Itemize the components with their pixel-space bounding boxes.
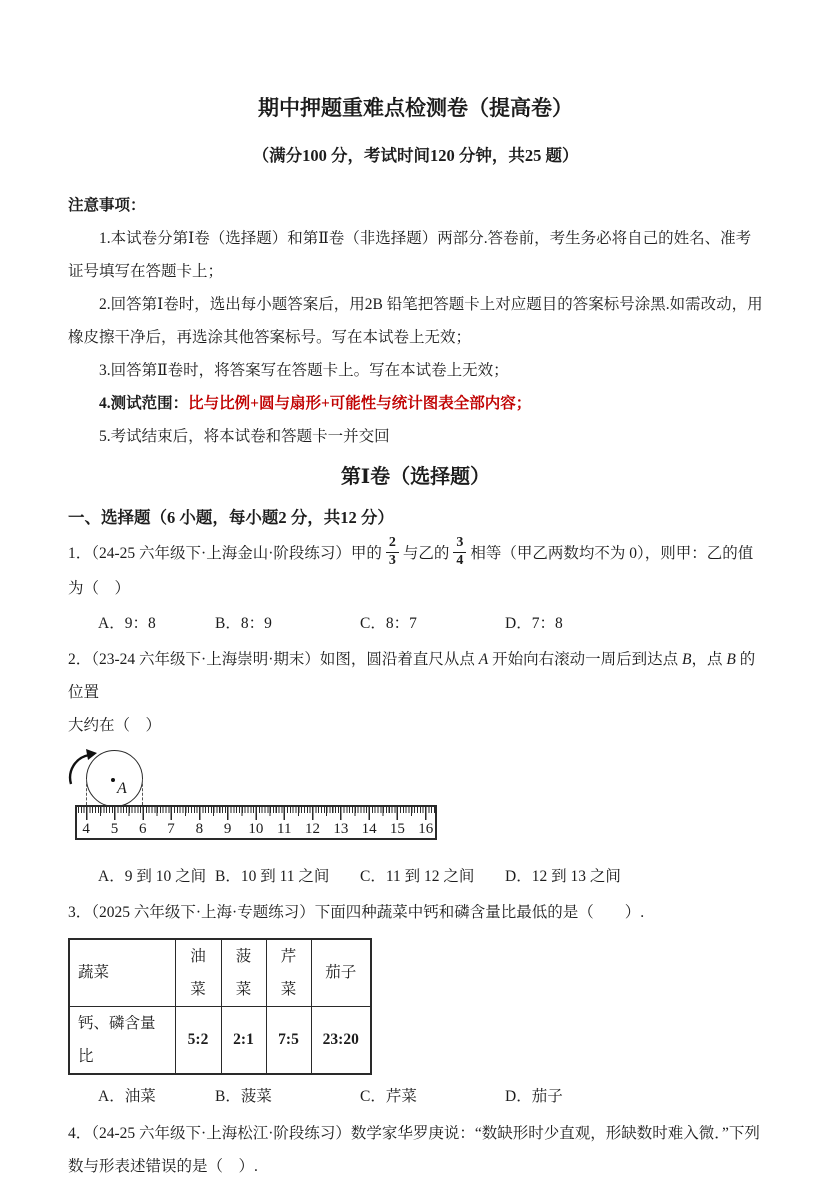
- dashed-guide-right: [142, 779, 143, 805]
- question-1-stem: [68, 537, 763, 605]
- question-2-stem: [68, 643, 763, 709]
- page-subtitle: （满分100 分，考试时间120 分钟，共25 题）: [252, 146, 579, 165]
- point-a-ref: A: [478, 650, 489, 668]
- section-1-title: 第Ⅰ卷（选择题）: [340, 466, 491, 488]
- circle-center-dot: [111, 778, 115, 782]
- question-1: [68, 537, 763, 640]
- ruler-number: 11: [277, 820, 292, 837]
- notices-section: [68, 189, 763, 453]
- notice-item-1: 1.本试卷分第Ⅰ卷（选择题）和第Ⅱ卷（非选择题）两部分.答卷前，考生务必将自己的姓名、准考证号填写在答题卡上；: [68, 230, 752, 280]
- ruler-number: 7: [167, 820, 175, 837]
- q1-text-mid: 与乙的: [402, 545, 450, 562]
- option-c: C．8：7: [360, 614, 417, 632]
- q1-text-suffix: 相等（甲乙两数均不为 0），则甲：乙的值为（ ）: [68, 545, 754, 597]
- fraction-denominator: 4: [456, 552, 464, 568]
- option-b: B．10 到 11 之间: [215, 867, 330, 885]
- ruler-numbers: [72, 819, 440, 839]
- question-3: [68, 896, 763, 1113]
- table-cell: 菠菜: [221, 939, 266, 1007]
- option-b: B．菠菜: [215, 1087, 272, 1105]
- fraction-three-quarters: [453, 535, 466, 570]
- circle-ruler-diagram: [68, 747, 763, 851]
- question-4-stem: 4．（24-25 六年级下·上海松江·阶段练习）数学家华罗庚说：“数缺形时少直观，形缺数时难入微．”下列数与形表述错误的是（ ）.: [68, 1124, 760, 1175]
- option-d: D．12 到 13 之间: [505, 867, 621, 885]
- fraction-denominator: 3: [388, 552, 396, 568]
- option-b: B．8：9: [215, 614, 272, 632]
- q2-text-1: 2．（23-24 六年级下·上海崇明·期末）如图，圆沿着直尺从点: [68, 650, 479, 668]
- ruler-number: 9: [223, 820, 232, 837]
- q2-text-3: ，点: [691, 650, 727, 668]
- q1-text-prefix: 1．（24-25 六年级下·上海金山·阶段练习）甲的: [68, 545, 382, 562]
- ruler-number: 16: [418, 820, 434, 837]
- vegetable-ratio-table: [68, 938, 372, 1075]
- table-cell: 蔬菜: [69, 939, 175, 1007]
- ruler-number: 15: [389, 820, 405, 837]
- table-value-row: [69, 1006, 371, 1074]
- page-title: 期中押题重难点检测卷（提高卷）: [258, 96, 573, 120]
- ruler-number: 6: [138, 820, 147, 837]
- table-cell: 芹菜: [266, 939, 311, 1007]
- ruler: [75, 805, 437, 840]
- notice-item-3: 3.回答第Ⅱ卷时，将答案写在答题卡上。写在本试卷上无效；: [99, 362, 509, 379]
- question-2: [68, 643, 763, 893]
- ruler-number: 13: [333, 820, 349, 837]
- option-c: C．芹菜: [360, 1087, 417, 1105]
- dashed-guide-left: [86, 779, 87, 805]
- point-b-ref: B: [726, 650, 736, 668]
- part-1-heading: 一、选择题（6 小题，每小题2 分，共12 分）: [68, 508, 394, 527]
- ruler-number: 5: [110, 820, 119, 837]
- notice-item-2: 2.回答第Ⅰ卷时，选出每小题答案后，用2B 铅笔把答题卡上对应题目的答案标号涂黑.如需改动，用橡皮擦干净后，再选涂其他答案标号。写在本试卷上无效；: [68, 296, 763, 346]
- question-3-options: [68, 1080, 763, 1113]
- table-cell: 钙、磷含量比: [69, 1006, 175, 1074]
- fraction-numerator: 3: [453, 535, 466, 553]
- ruler-number: 8: [195, 820, 204, 837]
- q2-text-4: 的位置: [68, 650, 756, 701]
- test-scope-text: 比与比例+圆与扇形+可能性与统计图表全部内容；: [188, 395, 532, 412]
- notice-item-5: 5.考试结束后，将本试卷和答题卡一并交回: [99, 428, 390, 445]
- question-3-stem: 3．（2025 六年级下·上海·专题练习）下面四种蔬菜中钙和磷含量比最低的是（ ）.: [68, 903, 645, 921]
- option-d: D．茄子: [505, 1087, 563, 1105]
- table-cell: 茄子: [311, 939, 371, 1007]
- fraction-numerator: 2: [386, 535, 399, 553]
- fraction-two-thirds: [386, 535, 399, 570]
- notice-item-4: [68, 387, 763, 420]
- ruler-number: 14: [361, 820, 377, 837]
- table-cell: 油菜: [175, 939, 221, 1007]
- ruler-number: 12: [305, 820, 321, 837]
- question-4: [68, 1117, 763, 1183]
- question-2-stem-line2: 大约在（ ）: [68, 716, 162, 734]
- option-d: D．7：8: [505, 614, 563, 632]
- table-cell: 7:5: [266, 1006, 311, 1074]
- option-a: A．油菜: [98, 1087, 156, 1105]
- test-scope-label: 4.测试范围：: [99, 395, 189, 412]
- point-b-ref: B: [681, 650, 692, 668]
- circle-center-label: A: [117, 779, 127, 797]
- question-1-options: [68, 607, 763, 640]
- option-a: A．9 到 10 之间: [98, 867, 207, 885]
- notices-heading: 注意事项：: [68, 197, 146, 214]
- rolling-circle: [86, 750, 143, 807]
- question-2-options: [68, 860, 763, 893]
- table-header-row: [69, 939, 371, 1007]
- q2-text-2: 开始向右滚动一周后到达点: [488, 650, 682, 668]
- table-cell: 5:2: [175, 1006, 221, 1074]
- option-a: A．9：8: [98, 614, 156, 632]
- ruler-number: 4: [82, 820, 90, 837]
- ruler-number: 10: [248, 820, 264, 837]
- option-c: C．11 到 12 之间: [360, 867, 475, 885]
- table-cell: 23:20: [311, 1006, 371, 1074]
- table-cell: 2:1: [221, 1006, 266, 1074]
